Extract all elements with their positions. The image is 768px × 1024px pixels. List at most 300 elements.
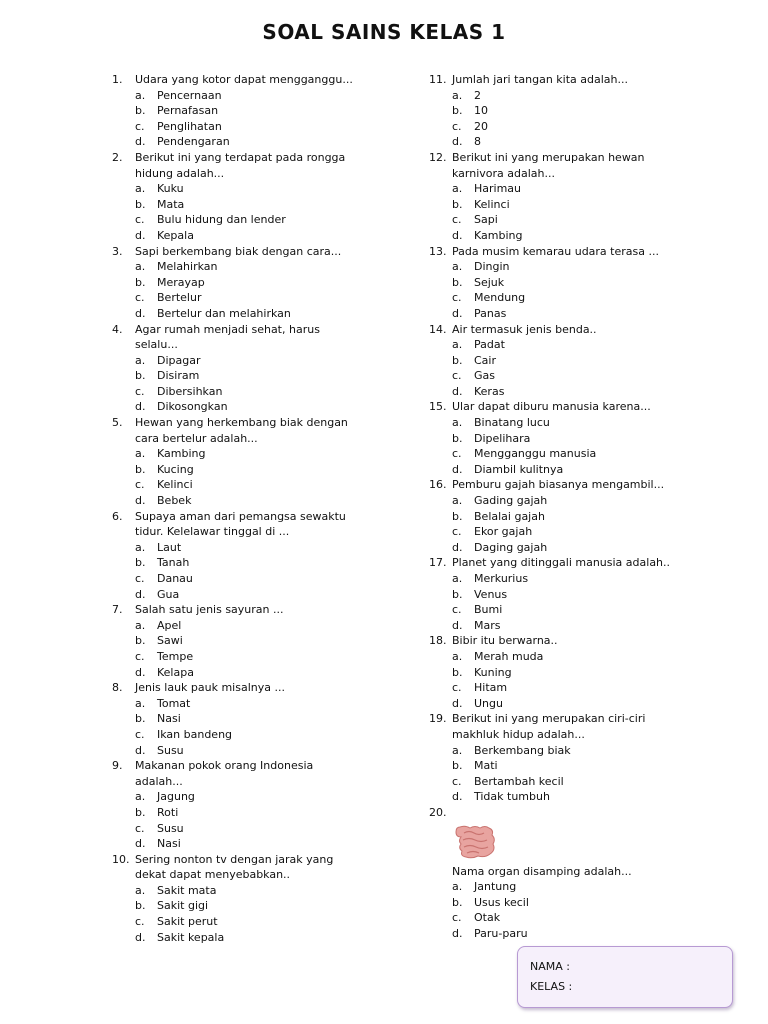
option-letter: b. — [452, 353, 463, 367]
question-number: 4. — [112, 322, 123, 336]
option-text: Dipagar — [157, 353, 201, 367]
question-text: makhluk hidup adalah... — [452, 727, 585, 741]
option-text: Bertelur — [157, 291, 202, 305]
option-letter: c. — [452, 774, 462, 788]
option-text: Susu — [157, 743, 184, 757]
question-line — [112, 867, 412, 883]
option-text: Dibersihkan — [157, 384, 223, 398]
question-text: Air termasuk jenis benda.. — [452, 322, 597, 336]
option-text: Gua — [157, 587, 180, 601]
question-number: 10. — [112, 852, 130, 866]
option-text: Usus kecil — [474, 895, 529, 909]
answer-option — [429, 103, 729, 119]
option-letter: a. — [135, 260, 146, 274]
option-text: Pernafasan — [157, 104, 219, 118]
option-letter: b. — [452, 509, 463, 523]
question-number: 17. — [429, 556, 447, 570]
option-letter: b. — [452, 895, 463, 909]
option-text: 20 — [474, 119, 488, 133]
option-letter: d. — [135, 135, 146, 149]
option-letter: a. — [135, 540, 146, 554]
answer-option — [429, 571, 729, 587]
answer-option — [112, 197, 412, 213]
answer-option — [112, 696, 412, 712]
option-text: Tomat — [157, 696, 191, 710]
question-text: Berikut ini yang merupakan ciri-ciri — [452, 712, 646, 726]
answer-option — [112, 649, 412, 665]
question-line — [112, 680, 412, 696]
answer-option — [429, 119, 729, 135]
option-text: Jagung — [157, 790, 195, 804]
answer-option — [429, 181, 729, 197]
question-number — [429, 166, 452, 182]
answer-option — [112, 898, 412, 914]
answer-option — [112, 181, 412, 197]
option-text: 2 — [474, 88, 481, 102]
question-line — [429, 150, 729, 166]
option-text: Ungu — [474, 696, 503, 710]
option-text: Kambing — [157, 447, 206, 461]
question-text: Hewan yang herkembang biak dengan — [135, 416, 348, 430]
option-text: Keras — [474, 384, 505, 398]
nama-label: NAMA : — [530, 960, 570, 973]
question-number: 13. — [429, 244, 447, 258]
answer-option — [429, 384, 729, 400]
option-text: Panas — [474, 306, 507, 320]
answer-option — [429, 493, 729, 509]
question-number: 3. — [112, 244, 123, 258]
option-letter: c. — [135, 915, 145, 929]
option-text: Bumi — [474, 603, 503, 617]
question-number — [112, 166, 135, 182]
question-line — [429, 555, 729, 571]
question-number: 9. — [112, 759, 123, 773]
question-number: 14. — [429, 322, 447, 336]
option-letter: a. — [452, 338, 463, 352]
option-text: Pendengaran — [157, 135, 230, 149]
question-line — [429, 244, 729, 260]
option-text: Venus — [474, 587, 508, 601]
option-letter: a. — [452, 260, 463, 274]
answer-option — [112, 368, 412, 384]
option-text: Nasi — [157, 712, 181, 726]
option-letter: a. — [135, 447, 146, 461]
option-letter: d. — [452, 462, 463, 476]
option-text: Sejuk — [474, 275, 505, 289]
option-letter: c. — [135, 384, 145, 398]
option-letter: b. — [452, 104, 463, 118]
question-line — [429, 805, 729, 821]
option-letter: c. — [135, 821, 145, 835]
option-text: Susu — [157, 821, 184, 835]
option-letter: c. — [452, 447, 462, 461]
answer-option — [429, 743, 729, 759]
question-number: 18. — [429, 634, 447, 648]
option-letter: b. — [135, 197, 146, 211]
option-text: Bebek — [157, 494, 192, 508]
question-text: Makanan pokok orang Indonesia — [135, 759, 314, 773]
question-line — [429, 711, 729, 727]
option-text: 10 — [474, 104, 488, 118]
option-letter: c. — [452, 119, 462, 133]
option-letter: b. — [135, 712, 146, 726]
option-letter: a. — [135, 182, 146, 196]
answer-option — [429, 618, 729, 634]
answer-option — [429, 789, 729, 805]
option-text: 8 — [474, 135, 481, 149]
question-line — [112, 509, 412, 525]
option-text: Tidak tumbuh — [474, 790, 550, 804]
answer-option — [429, 758, 729, 774]
option-letter: c. — [135, 478, 145, 492]
answer-option — [429, 524, 729, 540]
option-letter: a. — [135, 883, 146, 897]
answer-option — [429, 462, 729, 478]
question-number: 7. — [112, 603, 123, 617]
answer-option — [112, 789, 412, 805]
answer-option — [112, 88, 412, 104]
option-text: Sapi — [474, 213, 498, 227]
answer-option — [112, 462, 412, 478]
answer-option — [429, 415, 729, 431]
answer-option — [112, 587, 412, 603]
option-letter: d. — [135, 494, 146, 508]
option-letter: c. — [452, 603, 462, 617]
answer-option — [112, 836, 412, 852]
answer-option — [112, 883, 412, 899]
answer-option — [429, 910, 729, 926]
option-text: Laut — [157, 540, 182, 554]
option-letter: d. — [135, 587, 146, 601]
question-line — [112, 415, 412, 431]
question-number-spacer — [429, 864, 452, 880]
question-number — [112, 867, 135, 883]
option-text: Daging gajah — [474, 540, 548, 554]
question-line — [112, 431, 412, 447]
option-letter: b. — [135, 899, 146, 913]
option-letter: d. — [135, 743, 146, 757]
question-line — [429, 166, 729, 182]
option-text: Padat — [474, 338, 505, 352]
identity-box — [517, 946, 733, 1008]
option-text: Melahirkan — [157, 260, 218, 274]
option-text: Merayap — [157, 275, 205, 289]
question-number: 1. — [112, 73, 123, 86]
option-text: Binatang lucu — [474, 416, 550, 430]
option-letter: b. — [452, 197, 463, 211]
answer-option — [112, 119, 412, 135]
answer-option — [429, 446, 729, 462]
option-letter: a. — [135, 696, 146, 710]
answer-option — [429, 368, 729, 384]
option-letter: c. — [135, 727, 145, 741]
question-text: Bibir itu berwarna.. — [452, 634, 558, 648]
option-letter: d. — [135, 228, 146, 242]
question-line — [112, 244, 412, 260]
option-letter: a. — [135, 790, 146, 804]
option-text: Gas — [474, 369, 495, 383]
answer-option — [112, 384, 412, 400]
question-line — [112, 322, 412, 338]
option-text: Ekor gajah — [474, 525, 533, 539]
option-text: Roti — [157, 805, 179, 819]
option-letter: b. — [135, 275, 146, 289]
question-line — [429, 477, 729, 493]
option-text: Mengganggu manusia — [474, 447, 597, 461]
question-text: karnivora adalah... — [452, 166, 555, 180]
answer-option — [112, 914, 412, 930]
answer-option — [429, 665, 729, 681]
question-number — [112, 337, 135, 353]
question-text: hidung adalah... — [135, 166, 225, 180]
questions-column-right — [429, 72, 729, 941]
question-line — [112, 150, 412, 166]
option-text: Jantung — [474, 880, 517, 894]
option-letter: d. — [452, 618, 463, 632]
question-number — [112, 431, 135, 447]
option-letter: a. — [135, 88, 146, 102]
option-text: Merkurius — [474, 572, 529, 585]
answer-option — [112, 275, 412, 291]
option-text: Dikosongkan — [157, 400, 228, 414]
answer-option — [112, 493, 412, 509]
answer-option — [429, 88, 729, 104]
question-text: dekat dapat menyebabkan.. — [135, 868, 291, 882]
question-text: Ular dapat diburu manusia karena... — [452, 400, 651, 414]
intestine-image — [429, 821, 729, 864]
question-text: Nama organ disamping adalah... — [452, 864, 632, 878]
answer-option — [112, 727, 412, 743]
option-letter: a. — [452, 182, 463, 196]
answer-option — [429, 431, 729, 447]
intestine-icon — [452, 821, 498, 861]
option-text: Bulu hidung dan lender — [157, 213, 286, 227]
question-line — [429, 727, 729, 743]
answer-option — [429, 290, 729, 306]
answer-option — [112, 228, 412, 244]
option-letter: c. — [452, 911, 462, 925]
question-text: Sering nonton tv dengan jarak yang — [135, 852, 334, 866]
option-text: Kuku — [157, 182, 184, 196]
option-text: Kelinci — [157, 478, 193, 492]
option-letter: a. — [452, 572, 463, 585]
question-text: Sapi berkembang biak dengan cara... — [135, 244, 342, 258]
question-number: 15. — [429, 400, 447, 414]
questions-column-left — [112, 72, 412, 945]
question-line — [112, 337, 412, 353]
answer-option — [429, 895, 729, 911]
answer-option — [112, 540, 412, 556]
answer-option — [112, 555, 412, 571]
option-letter: d. — [135, 930, 146, 944]
answer-option — [429, 680, 729, 696]
question-line — [429, 399, 729, 415]
option-text: Harimau — [474, 182, 522, 196]
answer-option — [429, 197, 729, 213]
option-text: Paru-paru — [474, 926, 528, 940]
question-number: 2. — [112, 150, 123, 164]
answer-option — [429, 228, 729, 244]
option-letter: c. — [452, 213, 462, 227]
question-line — [112, 774, 412, 790]
question-line — [112, 758, 412, 774]
question-text: Pada musim kemarau udara terasa ... — [452, 244, 659, 258]
answer-option — [112, 306, 412, 322]
answer-option — [429, 337, 729, 353]
question-text: adalah... — [135, 774, 183, 788]
option-text: Disiram — [157, 369, 200, 383]
answer-option — [429, 259, 729, 275]
question-number: 8. — [112, 681, 123, 695]
option-letter: c. — [135, 119, 145, 133]
question-line — [112, 852, 412, 868]
page-title: SOAL SAINS KELAS 1 — [262, 20, 506, 44]
option-letter: b. — [135, 369, 146, 383]
answer-option — [429, 212, 729, 228]
question-number: 19. — [429, 712, 447, 726]
answer-option — [112, 571, 412, 587]
option-letter: a. — [135, 618, 146, 632]
option-letter: d. — [452, 228, 463, 242]
answer-option — [112, 353, 412, 369]
option-text: Sakit kepala — [157, 930, 225, 944]
question-line — [429, 633, 729, 649]
question-text: Berikut ini yang merupakan hewan — [452, 150, 645, 164]
option-text: Nasi — [157, 837, 181, 851]
option-text: Kuning — [474, 665, 512, 679]
option-letter: c. — [135, 213, 145, 227]
option-letter: b. — [452, 431, 463, 445]
option-text: Apel — [157, 618, 182, 632]
option-letter: d. — [452, 926, 463, 940]
answer-option — [112, 290, 412, 306]
question-number: 20. — [429, 805, 447, 819]
option-letter: b. — [135, 462, 146, 476]
option-letter: d. — [135, 837, 146, 851]
option-text: Mars — [474, 618, 501, 632]
answer-option — [112, 930, 412, 946]
question-text: cara bertelur adalah... — [135, 431, 258, 445]
answer-option — [112, 212, 412, 228]
question-number — [112, 774, 135, 790]
question-text: Jenis lauk pauk misalnya ... — [135, 681, 285, 695]
question-text: Planet yang ditinggali manusia adalah.. — [452, 556, 671, 570]
question-text: Salah satu jenis sayuran ... — [135, 603, 284, 617]
question-number: 11. — [429, 73, 447, 86]
answer-option — [429, 602, 729, 618]
question-line — [112, 72, 412, 88]
question-text — [452, 805, 729, 821]
option-letter: d. — [135, 665, 146, 679]
option-text: Cair — [474, 353, 496, 367]
answer-option — [429, 134, 729, 150]
option-text: Danau — [157, 572, 193, 585]
option-text: Sakit perut — [157, 915, 218, 929]
question-text: Agar rumah menjadi sehat, harus — [135, 322, 320, 336]
option-letter: d. — [452, 790, 463, 804]
option-text: Hitam — [474, 681, 508, 695]
answer-option — [429, 353, 729, 369]
option-text: Kelapa — [157, 665, 194, 679]
option-letter: c. — [452, 291, 462, 305]
question-text: Supaya aman dari pemangsa sewaktu — [135, 509, 346, 523]
answer-option — [429, 774, 729, 790]
question-line — [112, 166, 412, 182]
option-text: Belalai gajah — [474, 509, 545, 523]
option-text: Berkembang biak — [474, 743, 571, 757]
question-number: 5. — [112, 416, 123, 430]
option-letter: a. — [452, 649, 463, 663]
option-text: Mati — [474, 759, 498, 773]
option-letter: b. — [452, 275, 463, 289]
option-text: Sakit gigi — [157, 899, 209, 913]
option-letter: d. — [452, 135, 463, 149]
option-text: Bertelur dan melahirkan — [157, 306, 291, 320]
question-line — [112, 602, 412, 618]
option-letter: a. — [452, 88, 463, 102]
question-text: Pemburu gajah biasanya mengambil... — [452, 478, 665, 492]
option-letter: a. — [135, 353, 146, 367]
option-letter: b. — [452, 665, 463, 679]
option-letter: c. — [452, 681, 462, 695]
answer-option — [112, 103, 412, 119]
answer-option — [112, 477, 412, 493]
option-letter: d. — [452, 696, 463, 710]
answer-option — [429, 275, 729, 291]
option-text: Kambing — [474, 228, 523, 242]
option-letter: b. — [452, 759, 463, 773]
answer-option — [429, 649, 729, 665]
question-text: Udara yang kotor dapat mengganggu... — [135, 73, 353, 86]
option-letter: b. — [135, 805, 146, 819]
answer-option — [112, 665, 412, 681]
question-text: tidur. Kelelawar tinggal di ... — [135, 525, 290, 539]
option-text: Tempe — [157, 649, 194, 663]
answer-option — [429, 879, 729, 895]
answer-option — [112, 805, 412, 821]
option-text: Sakit mata — [157, 883, 217, 897]
option-text: Diambil kulitnya — [474, 462, 564, 476]
option-letter: b. — [135, 104, 146, 118]
option-letter: d. — [135, 306, 146, 320]
answer-option — [112, 399, 412, 415]
option-letter: d. — [452, 540, 463, 554]
question-line — [112, 524, 412, 540]
option-text: Kepala — [157, 228, 194, 242]
answer-option — [429, 587, 729, 603]
option-letter: a. — [452, 880, 463, 894]
option-text: Dingin — [474, 260, 510, 274]
answer-option — [112, 618, 412, 634]
option-text: Bertambah kecil — [474, 774, 564, 788]
answer-option — [112, 134, 412, 150]
option-letter: d. — [452, 384, 463, 398]
question-line — [429, 72, 729, 88]
option-text: Sawi — [157, 634, 183, 648]
option-text: Kelinci — [474, 197, 510, 211]
question-number: 6. — [112, 509, 123, 523]
answer-option — [429, 306, 729, 322]
option-text: Otak — [474, 911, 501, 925]
answer-option — [429, 696, 729, 712]
answer-option — [112, 821, 412, 837]
option-letter: c. — [135, 572, 145, 585]
option-letter: b. — [135, 556, 146, 570]
option-text: Gading gajah — [474, 494, 548, 508]
answer-option — [429, 509, 729, 525]
option-text: Mata — [157, 197, 185, 211]
option-letter: c. — [452, 369, 462, 383]
